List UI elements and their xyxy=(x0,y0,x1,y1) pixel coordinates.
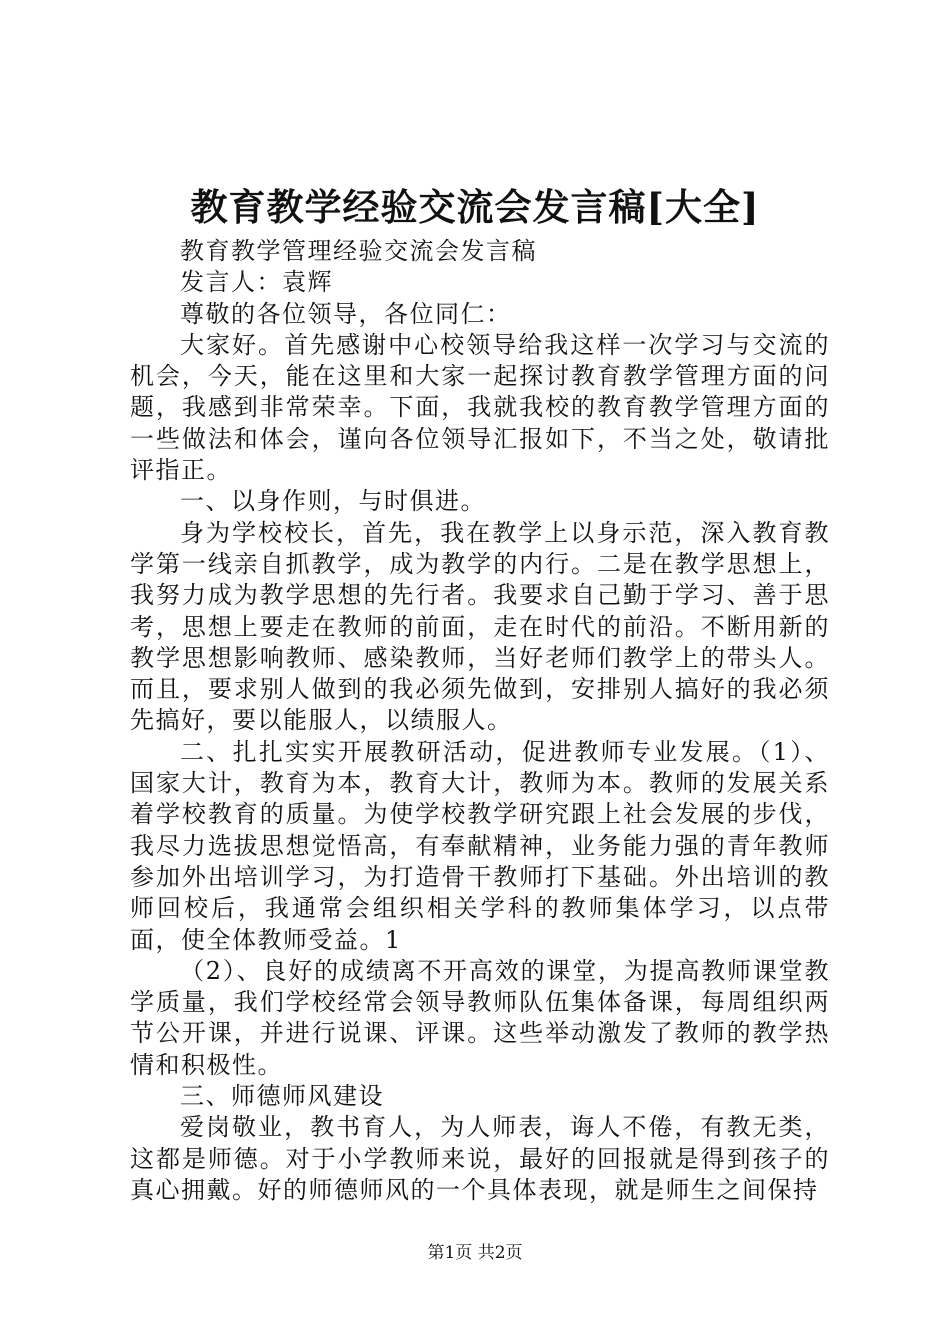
page-number-footer: 第1页 共2页 xyxy=(427,1243,523,1263)
document-title: 教育教学经验交流会发言稿[大全] xyxy=(190,185,760,229)
section-heading-1: 一、以身作则，与时俱进。 xyxy=(180,487,486,516)
paragraph-subtitle: 教育教学管理经验交流会发言稿 xyxy=(180,237,537,265)
paragraph-section-3: 爱岗敬业，教书育人，为人师表，诲人不倦，有教无类，这都是师德。对于小学教师来说，最好的回报就是得到孩子的真心拥戴。好的师德师风的一个具体表现，就是师生之间保持 xyxy=(130,1113,830,1204)
paragraph-salutation: 尊敬的各位领导，各位同仁： xyxy=(180,299,512,328)
paragraph-section-2-item-2: （2）、良好的成绩离不开高效的课堂，为提高教师课堂教学质量，我们学校经常会领导教师队伍集体备课，每周组织两节公开课，并进行说课、评课。这些举动激发了教师的教学热情和积极性。 xyxy=(130,956,830,1079)
section-heading-3: 三、师德师风建设 xyxy=(180,1082,384,1111)
document-body xyxy=(130,236,830,1206)
paragraph-section-1: 身为学校校长，首先，我在教学上以身示范，深入教育教学第一线亲自抓教学，成为教学的内行。二是在教学思想上，我努力成为教学思想的先行者。我要求自己勤于学习、善于思考，思想上要走在教师的前面，走在时代的前沿。不断用新的教学思想影响教师、感染教师，当好老师们教学上的带头人。而且，要求别人做到的我必须先做到，安排别人搞好的我必须先搞好，要以能服人，以绩服人。 xyxy=(130,518,830,735)
paragraph-opening: 大家好。首先感谢中心校领导给我这样一次学习与交流的机会，今天，能在这里和大家一起探讨教育教学管理方面的问题，我感到非常荣幸。下面，我就我校的教育教学管理方面的一些做法和体会，谨向各位领导汇报如下，不当之处，敬请批评指正。 xyxy=(130,330,830,485)
paragraph-speaker: 发言人：袁辉 xyxy=(180,268,333,297)
paragraph-section-2: 二、扎扎实实开展教研活动，促进教师专业发展。（1）、国家大计，教育为本，教育大计，教师为本。教师的发展关系着学校教育的质量。为使学校教学研究跟上社会发展的步伐，我尽力选拔思想觉悟高，有奉献精神，业务能力强的青年教师参加外出培训学习，为打造骨干教师打下基础。外出培训的教师回校后，我通常会组织相关学科的教师集体学习，以点带面，使全体教师受益。1 xyxy=(130,737,830,954)
